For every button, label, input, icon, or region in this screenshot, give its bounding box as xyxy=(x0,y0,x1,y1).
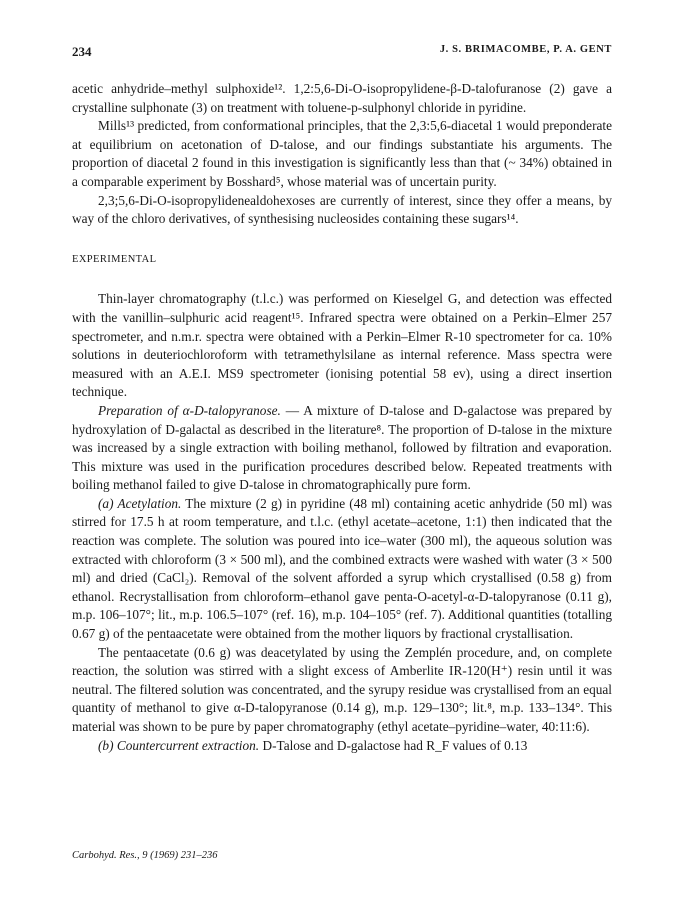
section-heading-experimental: EXPERIMENTAL xyxy=(72,253,157,265)
paragraph-acetylation xyxy=(72,495,612,644)
running-head: J. S. BRIMACOMBE, P. A. GENT xyxy=(439,44,612,55)
paragraph-deacetylation: The pentaacetate (0.6 g) was deacetylated by using the Zemplén procedure, and, on complete reaction, the solution was stirred with a slight excess of Amberlite IR-120(H⁺) resin until it was neutral. The filtered solution was concentrated, and the syrupy residue was crystallised from an equal quantity of methanol to give α-D-talopyranose (0.14 g), m.p. 129–130°; lit.⁸, m.p. 133–134°. This material was shown to be pure by paper chromatography (ethyl acetate–pyridine–water, 40:11:6). xyxy=(72,644,612,734)
journal-citation-footer: Carbohyd. Res., 9 (1969) 231–236 xyxy=(72,850,218,861)
paragraph-preparation-title: Preparation of α-D-talopyranose. xyxy=(98,402,281,418)
paragraph-countercurrent-text: D-Talose and D-galactose had R_F values of 0.13 xyxy=(259,737,528,753)
page-header xyxy=(72,44,612,62)
paragraph-countercurrent xyxy=(72,737,612,756)
paragraph-mills: Mills¹³ predicted, from conformational principles, that the 2,3:5,6-diacetal 1 would preponderate at equilibrium on acetonation of D-talose, and our findings substantiate his arguments. The proportion of diacetal 2 found in this investigation is significantly less than that (~ 34%) obtained in a comparable experiment by Bosshard⁵, whose material was of uncertain purity. xyxy=(72,118,612,189)
paragraph-acetylation-title: (a) Acetylation. xyxy=(98,495,182,511)
paragraph-continuation: acetic anhydride–methyl sulphoxide¹². 1,2:5,6-Di-O-isopropylidene-β-D-talofuranose (2) gave a crystalline sulphonate (3) on treatment with toluene-p-sulphonyl chloride in pyridine. xyxy=(72,81,612,115)
paragraph-acetylation-text: The mixture (2 g) in pyridine (48 ml) containing acetic anhydride (50 ml) was stirred for 17.5 h at room temperature, and t.l.c. (ethyl acetate–acetone, 1:1) then indicated that the reaction was complete. The solution was poured into ice–water (300 ml), the aqueous solution was extracted with chloroform (3 × 500 ml), and the combined extracts were washed with water (3 × 500 ml) and dried (CaCl₂). Removal of the solvent afforded a syrup which crystallised (0.58 g) from ethanol. Recrystallisation from chloroform–ethanol gave penta-O-acetyl-α-D-talopyranose (0.11 g), m.p. 106–107°; lit., m.p. 106.5–107° (ref. 16), m.p. 104–105° (ref. 7). Additional quantities (totalling 0.67 g) of the pentaacetate were obtained from the mother liquors by fractional crystallisation. xyxy=(72,495,612,642)
page-number: 234 xyxy=(72,44,92,59)
paragraph-countercurrent-title: (b) Countercurrent extraction. xyxy=(98,737,260,753)
paragraph-preparation xyxy=(72,402,612,495)
article-body xyxy=(72,80,612,755)
paragraph-methods: Thin-layer chromatography (t.l.c.) was performed on Kieselgel G, and detection was effected with the vanillin–sulphuric acid reagent¹⁵. Infrared spectra were obtained on a Perkin–Elmer 257 spectrometer, and n.m.r. spectra were obtained with a Perkin–Elmer R-10 spectrometer for ca. 10% solutions in deuteriochloroform with tetramethylsilane as internal reference. Mass spectra were measured with an A.E.I. MS9 spectrometer (ionising potential 58 ev), using a direct insertion technique. xyxy=(72,291,612,400)
paragraph-preparation-text: — A mixture of D-talose and D-galactose was prepared by hydroxylation of D-galactal as described in the literature⁸. The proportion of D-talose in the mixture was increased by a single extraction with boiling methanol, followed by filtration and evaporation. This mixture was used in the purification procedures described below. Repeated treatments with boiling methanol failed to give D-talose in chromatographically pure form. xyxy=(72,402,612,493)
paragraph-isopropylidene: 2,3;5,6-Di-O-isopropylidenealdohexoses are currently of interest, since they offer a means, by way of the chloro derivatives, of synthesising nucleosides containing these sugars¹⁴. xyxy=(72,192,612,227)
